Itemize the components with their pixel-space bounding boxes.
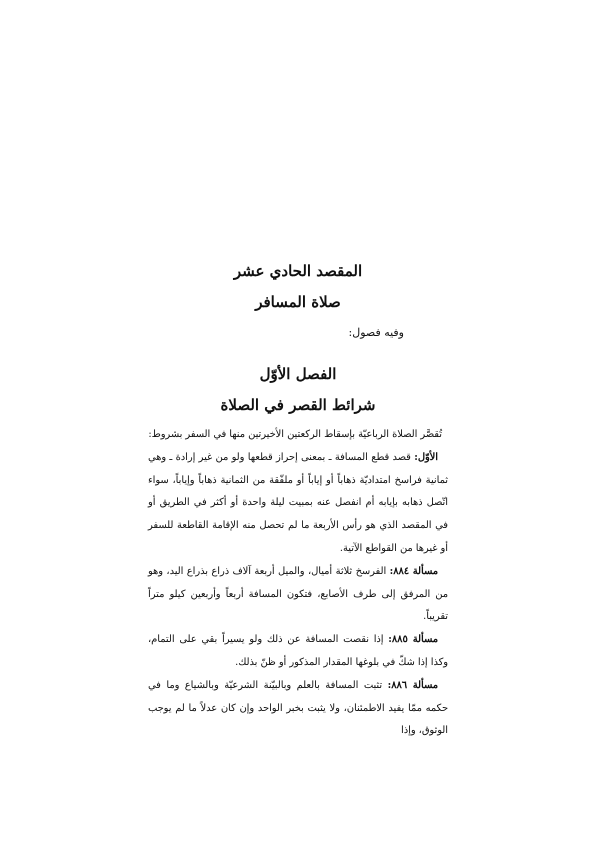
- chapter-title: الفصل الأوّل: [259, 365, 337, 383]
- paragraph-text: الفرسخ ثلاثة أميال، والميل أربعة آلاف ذراع بذراع اليد، وهو من المرفق إلى طرف الأصابع، فتكون المسافة أربعاً وأربعين كيلو متراً تقريباً.: [148, 565, 448, 623]
- issue-number: مسألة ٨٨٦:: [387, 679, 438, 691]
- paragraph-text: قصد قطع المسافة ـ بمعنى إحراز قطعها ولو من غير إرادة ـ وهي ثمانية فراسخ امتداديّة ذهاباً أو إياباً أو ملفّقة من الثمانية ذهاباً وإياباً، سواء اتّصل ذهابه بإيابه أم انفصل عنه بمبيت ليلة واحدة أو أكثر في الطريق أو في المقصد الذي هو رأس الأربعة ما لم تحصل منه الإقامة القاطعة للسفر أو غيرها من القواطع الآتية.: [148, 451, 448, 554]
- body-text: [148, 424, 448, 743]
- paragraph: [148, 447, 448, 561]
- paragraph-lead: الأوّل:: [414, 451, 438, 463]
- paragraph: [148, 675, 448, 743]
- paragraph-text: إذا نقصت المسافة عن ذلك ولو يسيراً بقي على التمام، وكذا إذا شكّ في بلوغها المقدار المذكور أو ظنّ بذلك.: [148, 634, 448, 668]
- chapter-subtitle: شرائط القصر في الصلاة: [220, 396, 376, 414]
- paragraph: [148, 629, 448, 675]
- paragraph: [148, 561, 448, 629]
- issue-number: مسألة ٨٨٤:: [389, 565, 438, 577]
- section-subtitle: صلاة المسافر: [255, 293, 341, 311]
- paragraph-text: تُقصَّر الصلاة الرباعيّة بإسقاط الركعتين الأخيرتين منها في السفر بشروط:: [148, 429, 442, 440]
- paragraph: [148, 424, 448, 447]
- section-title: المقصد الحادي عشر: [233, 262, 363, 280]
- issue-number: مسألة ٨٨٥:: [388, 634, 439, 646]
- paragraph-text: تثبت المسافة بالعلم وبالبيّنة الشرعيّة وبالشياع وما في حكمه ممّا يفيد الاطمئنان، ولا يثبت بخبر الواحد وإن كان عدلاً ما لم يوجب الوثوق، وإذا: [148, 679, 448, 737]
- intro-text: وفيه فصول:: [348, 326, 404, 339]
